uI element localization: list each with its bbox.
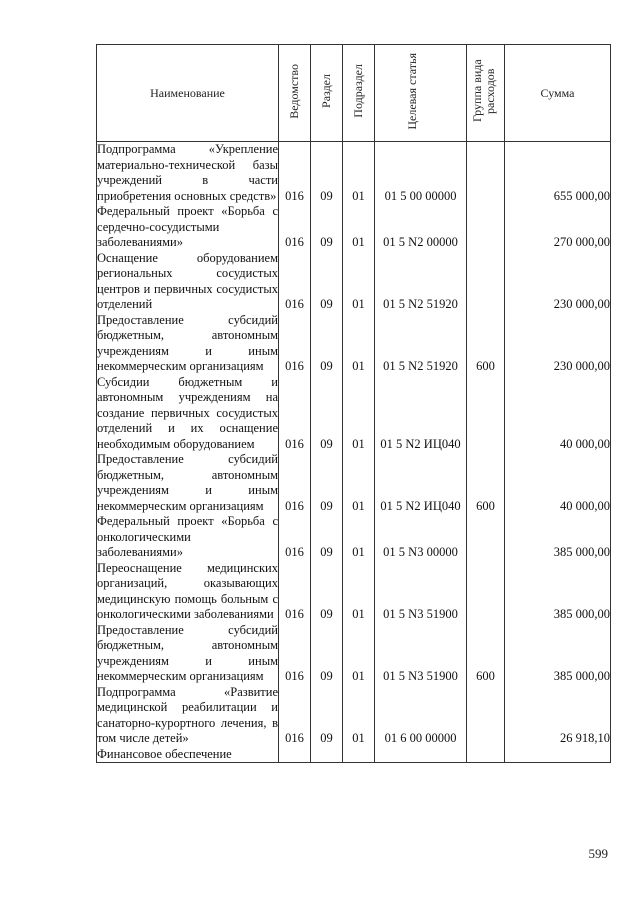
table-row bbox=[97, 561, 611, 623]
cell-cel: 01 5 N2 51920 bbox=[375, 313, 467, 375]
cell-cel: 01 5 N3 51900 bbox=[375, 561, 467, 623]
cell-cel: 01 5 N2 ИЦ040 bbox=[375, 375, 467, 453]
cell-razd: 09 bbox=[311, 623, 343, 685]
header-podr bbox=[343, 45, 375, 142]
cell-ved: 016 bbox=[279, 452, 311, 514]
cell-grp bbox=[467, 747, 505, 763]
table-row bbox=[97, 685, 611, 747]
cell-sum: 230 000,00 bbox=[505, 251, 611, 313]
cell-ved: 016 bbox=[279, 313, 311, 375]
cell-cel: 01 5 N3 00000 bbox=[375, 514, 467, 561]
cell-podr: 01 bbox=[343, 142, 375, 205]
cell-razd: 09 bbox=[311, 251, 343, 313]
cell-grp bbox=[467, 251, 505, 313]
cell-podr: 01 bbox=[343, 685, 375, 747]
cell-grp: 600 bbox=[467, 452, 505, 514]
cell-podr: 01 bbox=[343, 623, 375, 685]
header-razd bbox=[311, 45, 343, 142]
cell-ved: 016 bbox=[279, 514, 311, 561]
cell-sum: 385 000,00 bbox=[505, 514, 611, 561]
cell-sum bbox=[505, 747, 611, 763]
cell-name: Переоснащение медицинских организаций, оказывающих медицинскую помощь больным с онкологическими заболеваниями bbox=[97, 560, 278, 621]
cell-podr: 01 bbox=[343, 375, 375, 453]
header-razd-label: Раздел bbox=[319, 74, 333, 108]
cell-grp bbox=[467, 561, 505, 623]
table-body bbox=[97, 142, 611, 763]
cell-sum: 40 000,00 bbox=[505, 452, 611, 514]
cell-podr: 01 bbox=[343, 204, 375, 251]
table-header bbox=[97, 45, 611, 142]
header-ved bbox=[279, 45, 311, 142]
cell-sum: 26 918,10 bbox=[505, 685, 611, 747]
cell-cel bbox=[375, 747, 467, 763]
header-cel bbox=[375, 45, 467, 142]
table-row bbox=[97, 142, 611, 205]
header-sum: Сумма bbox=[505, 45, 611, 142]
table-row bbox=[97, 375, 611, 453]
table-row-cut bbox=[97, 747, 611, 763]
header-name: Наименование bbox=[97, 45, 279, 142]
cell-podr bbox=[343, 747, 375, 763]
table-row bbox=[97, 452, 611, 514]
cell-cel: 01 5 N3 51900 bbox=[375, 623, 467, 685]
cell-cel: 01 5 N2 ИЦ040 bbox=[375, 452, 467, 514]
header-grp-label: Группа вида расходов bbox=[469, 59, 497, 123]
cell-grp: 600 bbox=[467, 313, 505, 375]
cell-cel: 01 5 N2 51920 bbox=[375, 251, 467, 313]
cell-podr: 01 bbox=[343, 313, 375, 375]
cell-name: Оснащение оборудованием региональных сосудистых центров и первичных сосудистых отделений bbox=[97, 250, 278, 311]
cell-ved: 016 bbox=[279, 251, 311, 313]
cell-grp bbox=[467, 142, 505, 205]
cell-razd: 09 bbox=[311, 313, 343, 375]
cell-sum: 385 000,00 bbox=[505, 561, 611, 623]
cell-razd: 09 bbox=[311, 375, 343, 453]
header-ved-label: Ведомство bbox=[287, 63, 301, 119]
cell-ved: 016 bbox=[279, 142, 311, 205]
cell-razd bbox=[311, 747, 343, 763]
cell-razd: 09 bbox=[311, 452, 343, 514]
cell-grp bbox=[467, 685, 505, 747]
cell-grp: 600 bbox=[467, 623, 505, 685]
cell-cel: 01 5 N2 00000 bbox=[375, 204, 467, 251]
cell-razd: 09 bbox=[311, 204, 343, 251]
page-number: 599 bbox=[588, 846, 608, 861]
header-grp bbox=[467, 45, 505, 142]
cell-podr: 01 bbox=[343, 561, 375, 623]
cell-sum: 270 000,00 bbox=[505, 204, 611, 251]
cell-razd: 09 bbox=[311, 514, 343, 561]
cell-name: Подпрограмма «Развитие медицинской реабилитации и санаторно-курортного лечения, в том числе детей» bbox=[97, 684, 278, 745]
cell-podr: 01 bbox=[343, 251, 375, 313]
cell-name: Федеральный проект «Борьба с онкологическими заболеваниями» bbox=[97, 514, 278, 559]
budget-table bbox=[96, 44, 611, 763]
cell-razd: 09 bbox=[311, 561, 343, 623]
cell-razd: 09 bbox=[311, 685, 343, 747]
header-cel-label: Целевая статья bbox=[404, 52, 419, 130]
cell-name: Предоставление субсидий бюджетным, автономным учреждениям и иным некоммерческим организациям bbox=[97, 622, 278, 683]
cell-cel: 01 5 00 00000 bbox=[375, 142, 467, 205]
cell-razd: 09 bbox=[311, 142, 343, 205]
cell-ved: 016 bbox=[279, 375, 311, 453]
cell-podr: 01 bbox=[343, 514, 375, 561]
header-podr-label: Подраздел bbox=[351, 64, 365, 118]
table-row bbox=[97, 623, 611, 685]
table-row bbox=[97, 204, 611, 251]
cell-name: Подпрограмма «Укрепление материально-технической базы учреждений в части приобретения основных средств» bbox=[97, 142, 278, 203]
cell-ved bbox=[279, 747, 311, 763]
cell-ved: 016 bbox=[279, 204, 311, 251]
cell-name: Предоставление субсидий бюджетным, автономным учреждениям и иным некоммерческим организациям bbox=[97, 312, 278, 373]
table-row bbox=[97, 313, 611, 375]
cell-cel: 01 6 00 00000 bbox=[375, 685, 467, 747]
cell-ved: 016 bbox=[279, 561, 311, 623]
cell-sum: 40 000,00 bbox=[505, 375, 611, 453]
cell-name: Предоставление субсидий бюджетным, автономным учреждениям и иным некоммерческим организациям bbox=[97, 452, 278, 513]
cell-grp bbox=[467, 204, 505, 251]
cell-ved: 016 bbox=[279, 623, 311, 685]
cell-sum: 385 000,00 bbox=[505, 623, 611, 685]
table-row bbox=[97, 514, 611, 561]
cell-sum: 230 000,00 bbox=[505, 313, 611, 375]
table-row bbox=[97, 251, 611, 313]
cell-name: Федеральный проект «Борьба с сердечно-сосудистыми заболеваниями» bbox=[97, 204, 278, 249]
cell-grp bbox=[467, 375, 505, 453]
cell-ved: 016 bbox=[279, 685, 311, 747]
cell-grp bbox=[467, 514, 505, 561]
cell-podr: 01 bbox=[343, 452, 375, 514]
cell-sum: 655 000,00 bbox=[505, 142, 611, 205]
cell-name: Финансовое обеспечение bbox=[97, 747, 279, 763]
cell-name: Субсидии бюджетным и автономным учреждениям на создание первичных сосудистых отделений и их оснащение необходимым оборудованием bbox=[97, 374, 278, 451]
